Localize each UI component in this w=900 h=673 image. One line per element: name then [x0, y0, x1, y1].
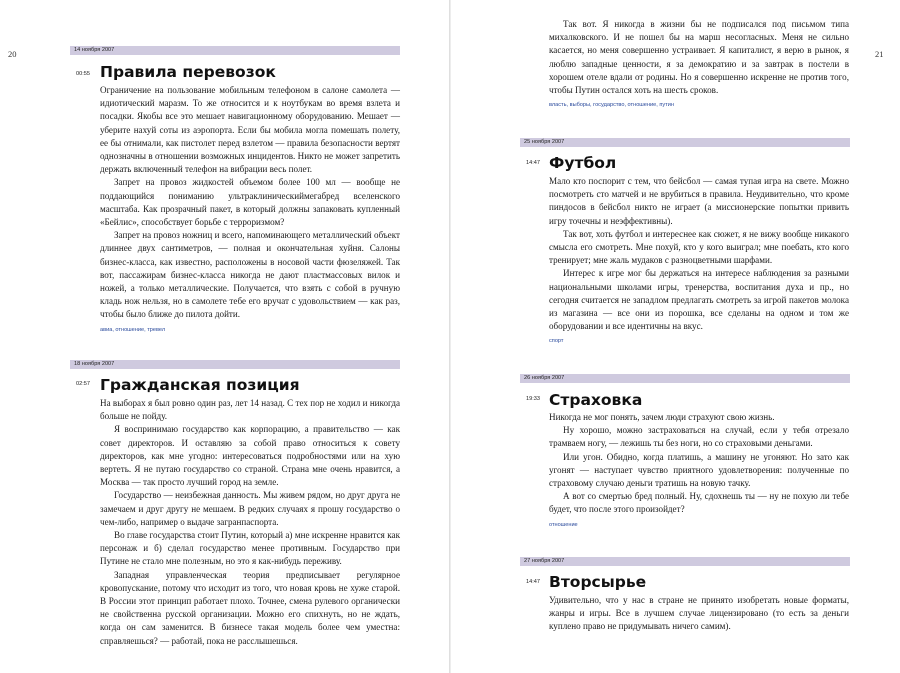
entry-time: 14:47 [526, 579, 540, 585]
entry-date-bar: 14 ноября 2007 [70, 46, 400, 55]
entry-paragraph: Во главе государства стоит Путин, который а) мне искренне нравится как персонаж и б) сделал государство менее противным. Государство при Путине не стало мне полезным, но это я как-нибудь переживу. [100, 530, 400, 567]
entry-title: Вторсырье [549, 573, 647, 591]
entry-paragraph: Западная управленческая теория предписывает регулярное кровопускание, потому что исходит из того, что новая кровь не хуже старой. В России этот принцип работает плохо. Точнее, смена рулевого органически не свойственна русской организации. Можно его спихнуть, но не ждать, когда он сам заменится. В бизнесе такая модель более чем уместна: справляешься? — работай, пока не расслышешься. [100, 569, 400, 646]
entry-title: Футбол [549, 154, 617, 172]
entry-tags[interactable]: авиа, отношение, тревел [100, 326, 166, 333]
entry-paragraph: Я воспринимаю государство как корпорацию, а правительство — как совет директоров. И оставляю за собой право относиться к совету директоров, как мне угодно: интересоваться подробностями или на хую вертеть. Я не путаю государство со страной. Страна мне очень нравится, а Москва — так просто лучший город на земле. [100, 424, 400, 488]
entry-date-bar: 27 ноября 2007 [520, 557, 850, 566]
entry-paragraph: Или угон. Обидно, когда платишь, а машину не угоняют. Но зато как угонят — наступает чувство приятного удовлетворения: полученные по страховому случаю деньги тратишь на новую тачку. [549, 451, 849, 489]
entry-title: Гражданская позиция [100, 376, 300, 394]
entry-body [100, 84, 400, 334]
entry-paragraph: Ограничение на пользование мобильным телефоном в салоне самолета — идиотический маразм. То же относится и к ноутбукам во время взлета и посадки. Якобы все это мешает навигационному оборудованию. Мешает — уберите нахуй соты из аэропорта. Если бы мобила могла помешать полету, ее бы отнимали, как пистолет перед взлетом — правила безопасности вертят однозначны в отношении возможных инцидентов. Никто не может запретить держать включенный телефон на вибрации весь полет. [100, 85, 400, 175]
entry-paragraph: Ну хорошо, можно застраховаться на случай, если у тебя отрезало трамваем ногу, — лежишь ты без ноги, но со страховыми деньгами. [549, 425, 849, 449]
entry-tags[interactable]: спорт [549, 338, 564, 345]
entry-body [549, 175, 849, 345]
entry-tags[interactable]: власть, выборы, государство, отношение, путин [549, 102, 674, 109]
entry-paragraph: На выборах я был ровно один раз, лет 14 назад. С тех пор не ходил и никогда больше не пойду. [100, 398, 400, 422]
entry-body [549, 411, 849, 529]
entry-paragraph: Удивительно, что у нас в стране не принято изобретать новые форматы, жанры и игры. Все в лучшем случае лицензировано (то есть за деньги куплено право не придумывать ничего самим). [549, 595, 849, 632]
entry-body [549, 594, 849, 634]
entry-paragraph: Мало кто поспорит с тем, что бейсбол — самая тупая игра на свете. Можно посмотреть сто матчей и не врубиться в правила. Неудивительно, что кроме пиндосов в бейсбол никто не играет (а миссионерские попытки привить игру точечны и неэффективны). [549, 176, 849, 226]
entry-time: 14:47 [526, 160, 540, 166]
entry-paragraph: Интерес к игре мог бы держаться на интересе наблюдения за разными национальными школами игры, тренерства, воспитания духа и пр., но сегодня считается не западлом предлагать смотреть за игрой пакетов молока из магазина — все они из порошка, все сделаны на одном и том же оборудовании и все идентичны на вкус. [549, 268, 849, 332]
entry-paragraph: Запрет на провоз жидкостей объемом более 100 мл — вообще не поддающийся пониманию ультраклиническиймегабред вселенского масштаба. Как прозрачный пакет, в который должны запаковать купленный «Бейлис», способствует борьбе с терроризмом? [100, 177, 400, 228]
entry-date-bar: 26 ноября 2007 [520, 374, 850, 383]
entry-title: Правила перевозок [100, 63, 276, 81]
entry-body-continued [549, 18, 849, 109]
entry-paragraph: Никогда не мог понять, зачем люди страхуют свою жизнь. [549, 412, 775, 422]
entry-time: 02:57 [76, 381, 90, 387]
entry-title: Страховка [549, 391, 643, 409]
entry-paragraph: А вот со смертью бред полный. Ну, сдохнешь ты — ну не похую ли тебе будет, что после этого произойдет? [549, 491, 849, 515]
entry-date-bar: 25 ноября 2007 [520, 138, 850, 147]
page-number-right: 21 [875, 49, 884, 59]
entry-paragraph: Так вот, хоть футбол и интереснее как сюжет, я не вижу вообще никакого смысла его смотреть. Мне похуй, кто у кого выиграл; мне поебать, кто кого тренирует; мне жаль мудаков с разноцветными шарфами. [549, 228, 849, 266]
entry-date-bar: 18 ноября 2007 [70, 360, 400, 369]
entry-time: 00:55 [76, 71, 90, 77]
entry-paragraph: Запрет на провоз ножниц и всего, напоминающего металлический объект длиннее двух сантиметров, — полная и окончательная хуйня. Салоны бизнес-класса, как известно, расположены в носовой части фюзеляжей. Так вот, пассажирам бизнес-класса никогда не дают пластмассовых вилок и ножей, а только металлические. Получается, что взять с собой в ручную кладь нож нельзя, но в самолете тебе его вручат с удовольствием — как раз, чтобы было ближе до пилота дойти. [100, 230, 400, 320]
page-number-left: 20 [8, 49, 17, 59]
entry-tags[interactable]: отношение [549, 521, 578, 528]
book-gutter [449, 0, 451, 673]
entry-paragraph: Так вот. Я никогда в жизни бы не подписался под письмом типа михалковского. И не пошел бы на марш несогласных. Меня не сильно касается, но меня совершенно устраивает. Я капиталист, я верю в рынок, я люблю западные ценности, я за демократию и за завтрак в постели в хорошем отеле вдали от родины. Но я совершенно искренне не против того, чтобы Путин остался хоть на шесть сроков. [549, 19, 849, 96]
entry-time: 19:33 [526, 396, 540, 402]
entry-body [100, 397, 400, 648]
entry-paragraph: Государство — неизбежная данность. Мы живем рядом, но друг друга не замечаем и друг другу не мешаем. В редких случаях я прошу государство о чем-либо, например о выдаче загранпаспорта. [100, 490, 400, 527]
